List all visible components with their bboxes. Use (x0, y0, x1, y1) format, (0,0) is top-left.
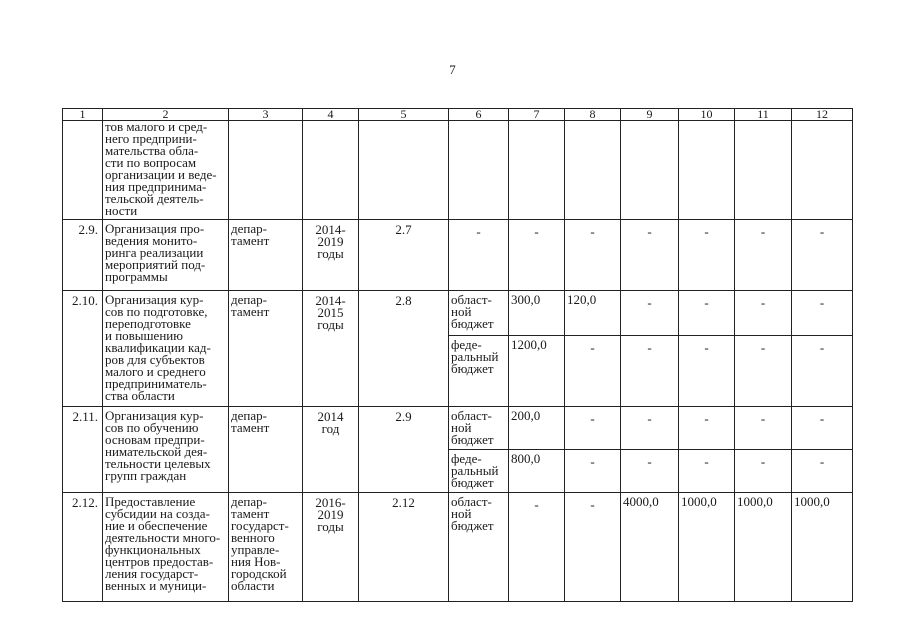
item-executor: депар- тамент (229, 220, 303, 291)
item-source: феде- ральный бюджет (449, 450, 509, 493)
item-source: област- ной бюджет (449, 291, 509, 336)
item-source: феде- ральный бюджет (449, 336, 509, 407)
item-name: тов малого и сред- него предприни- мательства обла- сти по вопросам организации и веде- ния предпринима- тельской деятель- ности (103, 121, 229, 220)
table-row (63, 407, 853, 450)
value-cell: - (792, 450, 853, 493)
item-name: Организация кур- сов по подготовке, переподготовке и повышению квалификации кад- ров для субъектов малого и среднего предприниматель- ства области (103, 291, 229, 407)
value-cell: - (621, 291, 679, 336)
value-cell: - (565, 336, 621, 407)
item-number: 2.11. (63, 407, 103, 493)
value-cell: 800,0 (509, 450, 565, 493)
col-header-7: 7 (509, 109, 565, 121)
item-executor: депар- тамент (229, 407, 303, 493)
value-cell: 1000,0 (679, 493, 735, 602)
value-cell: - (735, 336, 792, 407)
value-cell: - (792, 291, 853, 336)
item-ref: 2.7 (359, 220, 449, 291)
item-source: - (449, 220, 509, 291)
col-header-10: 10 (679, 109, 735, 121)
col-header-9: 9 (621, 109, 679, 121)
col-header-4: 4 (303, 109, 359, 121)
value-cell: - (509, 493, 565, 602)
value-cell: 1200,0 (509, 336, 565, 407)
value-cell: - (565, 220, 621, 291)
item-years: 2014 год (303, 407, 359, 493)
item-number: 2.9. (63, 220, 103, 291)
value-cell: 120,0 (565, 291, 621, 336)
item-years: 2014- 2015 годы (303, 291, 359, 407)
col-header-12: 12 (792, 109, 853, 121)
value-cell: - (621, 336, 679, 407)
program-table (62, 108, 853, 602)
item-name: Организация про- ведения монито- ринга реализации мероприятий под- программы (103, 220, 229, 291)
item-source: област- ной бюджет (449, 493, 509, 602)
value-cell: - (565, 493, 621, 602)
item-ref: 2.9 (359, 407, 449, 493)
value-cell: 4000,0 (621, 493, 679, 602)
value-cell: 1000,0 (792, 493, 853, 602)
value-cell: - (565, 450, 621, 493)
value-cell: - (621, 220, 679, 291)
value-cell: - (621, 450, 679, 493)
value-cell: 1000,0 (735, 493, 792, 602)
value-cell: - (621, 407, 679, 450)
table-row (63, 220, 853, 291)
item-years: 2016- 2019 годы (303, 493, 359, 602)
value-cell: - (735, 450, 792, 493)
item-ref: 2.12 (359, 493, 449, 602)
value-cell: 300,0 (509, 291, 565, 336)
item-years: 2014- 2019 годы (303, 220, 359, 291)
col-header-11: 11 (735, 109, 792, 121)
table-row (63, 121, 853, 220)
item-name: Организация кур- сов по обучению основам предпри- нимательской дея- тельности целевых групп граждан (103, 407, 229, 493)
value-cell: - (792, 220, 853, 291)
col-header-3: 3 (229, 109, 303, 121)
col-header-8: 8 (565, 109, 621, 121)
table-row (63, 493, 853, 602)
page-number: 7 (449, 62, 456, 77)
item-executor: депар- тамент государст- венного управле- ния Нов- городской области (229, 493, 303, 602)
item-name: Предоставление субсидии на созда- ние и обеспечение деятельности много- функциональных центров предостав- ления государст- венных и муници- (103, 493, 229, 602)
item-executor: депар- тамент (229, 291, 303, 407)
col-header-5: 5 (359, 109, 449, 121)
value-cell: - (792, 407, 853, 450)
item-number: 2.10. (63, 291, 103, 407)
value-cell: - (735, 220, 792, 291)
value-cell: 200,0 (509, 407, 565, 450)
value-cell: - (679, 407, 735, 450)
value-cell: - (735, 407, 792, 450)
value-cell: - (679, 220, 735, 291)
value-cell: - (735, 291, 792, 336)
value-cell: - (565, 407, 621, 450)
table-row (63, 291, 853, 336)
item-source: област- ной бюджет (449, 407, 509, 450)
value-cell: - (679, 291, 735, 336)
item-number: 2.12. (63, 493, 103, 602)
value-cell: - (679, 336, 735, 407)
value-cell: - (509, 220, 565, 291)
value-cell: - (792, 336, 853, 407)
col-header-1: 1 (63, 109, 103, 121)
item-ref: 2.8 (359, 291, 449, 407)
col-header-2: 2 (103, 109, 229, 121)
value-cell: - (679, 450, 735, 493)
col-header-6: 6 (449, 109, 509, 121)
